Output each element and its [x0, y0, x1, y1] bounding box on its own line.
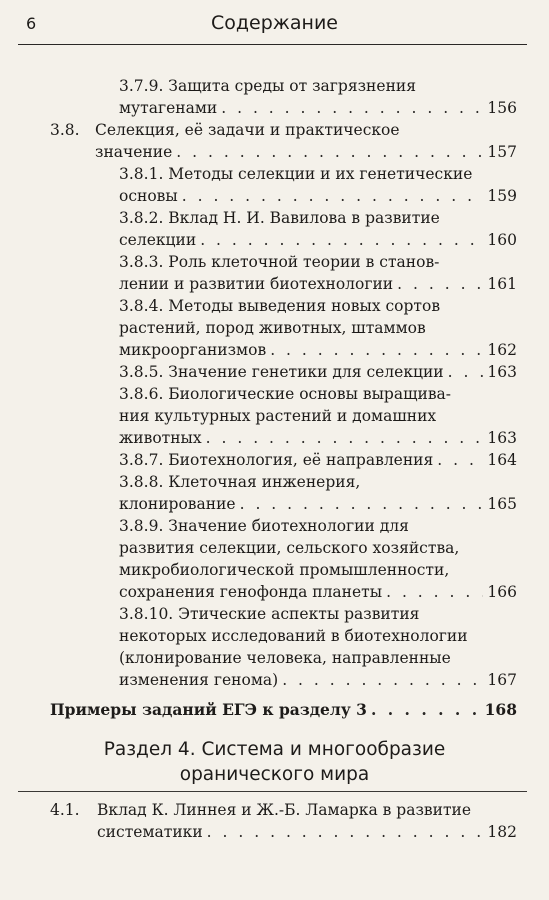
leader-dots [282, 669, 483, 691]
entry-text: мутагенами [119, 99, 218, 117]
entry-page: 168 [484, 700, 517, 719]
leader-dots [206, 427, 484, 449]
entry-text: 3.8.1. Методы селекции и их генетические [119, 165, 473, 183]
leader-dots [448, 361, 484, 383]
entry-text: селекции [119, 231, 197, 249]
entry-page: 160 [487, 231, 517, 249]
entry-text: Вклад К. Линнея и Ж.-Б. Ламарка в развитие [97, 801, 472, 819]
leader-dots [221, 97, 483, 119]
entry-page: 182 [487, 823, 517, 841]
leader-dots [270, 339, 483, 361]
entry-page: 156 [487, 99, 517, 117]
header-rule [18, 44, 527, 45]
section-title-cont: оранического мира [179, 764, 370, 785]
entry-text: 3.8.5. Значение генетики для селекции [119, 363, 444, 381]
entry-number: 3.8. [50, 121, 80, 139]
section-title: Раздел 4. Система и многообразие [103, 739, 446, 760]
entry-text: растений, пород животных, штаммов [119, 319, 426, 337]
entry-text: значение [95, 143, 173, 161]
entry-page: 166 [487, 583, 517, 601]
entry-text: изменения генома) [119, 671, 279, 689]
entry-number: 4.1. [50, 801, 80, 819]
entry-text: 3.7.9. Защита среды от загрязнения [119, 77, 417, 95]
entry-text: систематики [97, 823, 203, 841]
entry-page: 159 [487, 187, 517, 205]
entry-page: 162 [487, 341, 517, 359]
leader-dots [397, 273, 483, 295]
section-rule [18, 791, 527, 792]
entry-text: 3.8.9. Значение биотехнологии для [119, 517, 409, 535]
entry-text: 3.8.4. Методы выведения новых сортов [119, 297, 441, 315]
entry-text: Примеры заданий ЕГЭ к разделу 3 [50, 700, 367, 719]
entry-text: ния культурных растений и домашних [119, 407, 437, 425]
entry-text: (клонирование человека, направленные [119, 649, 451, 667]
entry-page: 164 [487, 451, 517, 469]
entry-text: микробиологической промышленности, [119, 561, 450, 579]
entry-text: 3.8.6. Биологические основы выращива- [119, 385, 452, 403]
entry-page: 163 [487, 429, 517, 447]
entry-text: 3.8.3. Роль клеточной теории в станов- [119, 253, 440, 271]
entry-text: клонирование [119, 495, 236, 513]
entry-text: Селекция, её задачи и практическое [95, 121, 400, 139]
entry-text: некоторых исследований в биотехнологии [119, 627, 468, 645]
page-number: 6 [26, 14, 37, 33]
entry-text: 3.8.7. Биотехнология, её направления [119, 451, 434, 469]
entry-text: животных [119, 429, 202, 447]
entry-text: 3.8.8. Клеточная инженерия, [119, 473, 361, 491]
entry-page: 163 [487, 363, 517, 381]
entry-page: 167 [487, 671, 517, 689]
leader-dots [182, 185, 484, 207]
entry-text: основы [119, 187, 178, 205]
entry-text: лении и развитии биотехнологии [119, 275, 394, 293]
leader-dots [207, 821, 484, 843]
leader-dots [437, 449, 483, 471]
leader-dots [371, 699, 481, 721]
entry-page: 157 [487, 143, 517, 161]
entry-text: 3.8.2. Вклад Н. И. Вавилова в развитие [119, 209, 440, 227]
running-head: Содержание [211, 12, 338, 34]
leader-dots [386, 581, 483, 603]
entry-text: развития селекции, сельского хозяйства, [119, 539, 460, 557]
leader-dots [240, 493, 484, 515]
entry-text: 3.8.10. Этические аспекты развития [119, 605, 420, 623]
entry-text: микроорганизмов [119, 341, 267, 359]
leader-dots [176, 141, 483, 163]
entry-page: 165 [487, 495, 517, 513]
entry-text: сохранения генофонда планеты [119, 583, 383, 601]
entry-page: 161 [487, 275, 517, 293]
leader-dots [200, 229, 483, 251]
